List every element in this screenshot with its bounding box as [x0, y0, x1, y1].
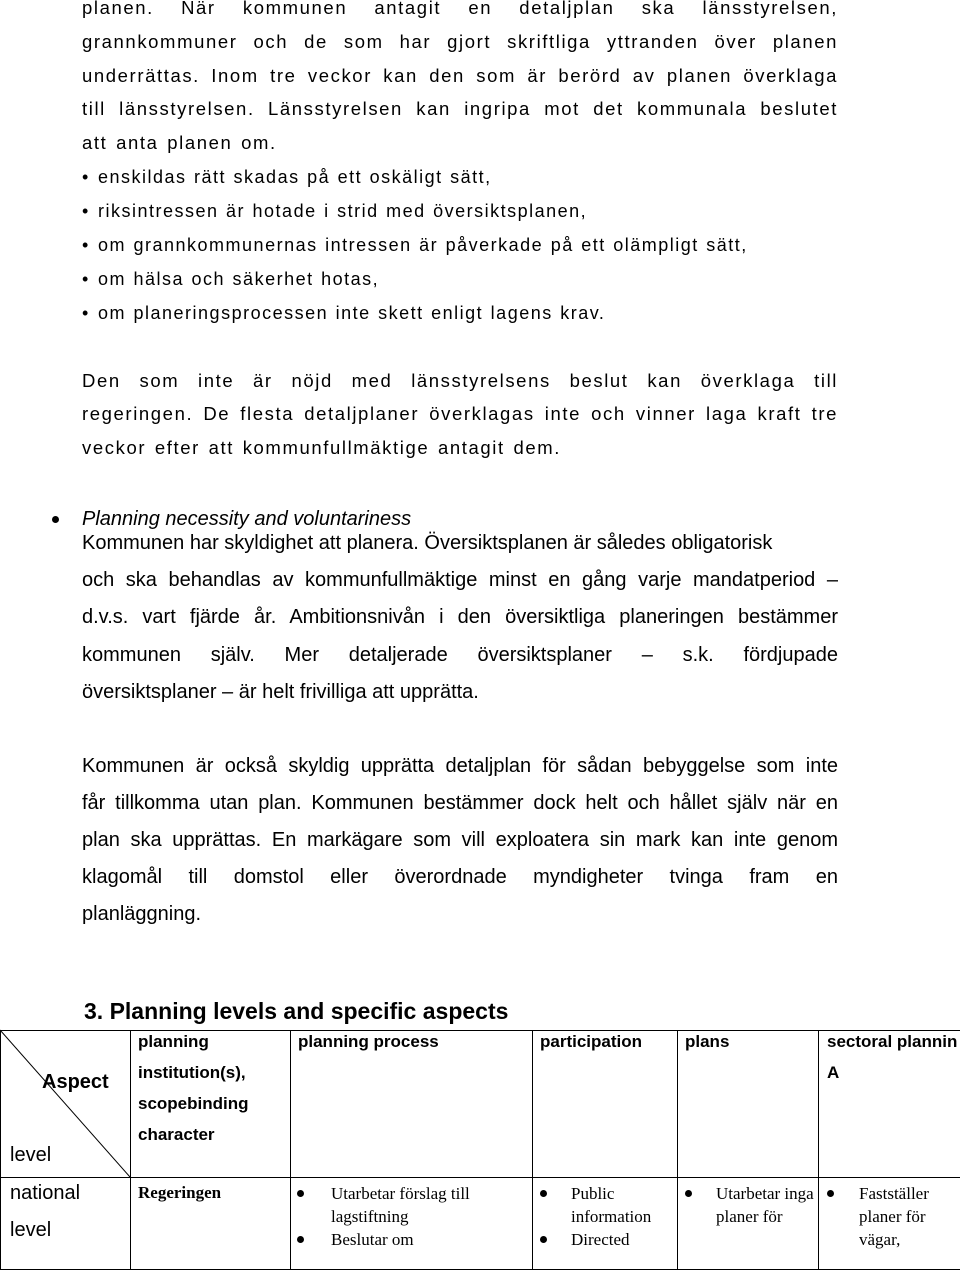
corner-aspect: Aspect: [42, 1071, 109, 1093]
bullet-icon: [297, 1190, 304, 1197]
col-header-planning-line4: character: [138, 1125, 215, 1144]
reason-item: • riksintressen är hotade i strid med översiktsplanen,: [82, 201, 588, 221]
reason-item: • om hälsa och säkerhet hotas,: [82, 269, 380, 289]
cell-sectoral-item: Fastställer planer för vägar,: [859, 1184, 929, 1249]
intro-line-1: planen. När kommunen antagit en detaljplan ska länsstyrelsen,: [82, 0, 838, 18]
cell-process-item: Beslutar om: [331, 1230, 414, 1249]
bullet-icon: [827, 1190, 834, 1197]
necessity-heading: Planning necessity and voluntariness: [82, 508, 412, 530]
cell-participation-item: Public information: [571, 1184, 652, 1226]
detail-line-1: Kommunen är också skyldig upprätta detaljplan för sådan bebyggelse som inte: [82, 755, 838, 777]
section-title: 3. Planning levels and specific aspects: [84, 998, 509, 1024]
detail-line-5: planläggning.: [82, 903, 201, 925]
necessity-line-2: och ska behandlas av kommunfullmäktige minst en gång varje mandatperiod –: [82, 569, 838, 591]
corner-level: level: [10, 1144, 52, 1166]
col-header-sectoral: sectoral plannin: [827, 1032, 958, 1051]
col-header-plans: plans: [685, 1032, 730, 1051]
cell-plans-item: Utarbetar inga planer för: [716, 1184, 814, 1226]
col-header-planning-line3: scopebinding: [138, 1094, 249, 1113]
bullet-icon: [297, 1236, 304, 1243]
detail-line-3: plan ska upprättas. En markägare som vill exploatera sin mark kan inte genom: [82, 829, 838, 851]
necessity-line-4: kommunen själv. Mer detaljerade översiktsplaner – s.k. fördjupade: [82, 644, 838, 666]
col-header-sectoral-line2: A: [827, 1063, 840, 1082]
necessity-line-5: översiktsplaner – är helt frivilliga att upprätta.: [82, 681, 479, 703]
detail-line-2: får tillkomma utan plan. Kommunen bestämmer dock helt och hållet själv när en: [82, 792, 838, 814]
intro-line-5: att anta planen om.: [82, 132, 277, 153]
cell-institution: Regeringen: [138, 1183, 222, 1202]
necessity-line-3: d.v.s. vart fjärde år. Ambitionsnivån i den översiktliga planeringen bestämmer: [82, 606, 838, 628]
appeal-line-2: regeringen. De flesta detaljplaner överklagas inte och vinner laga kraft tre: [82, 403, 838, 424]
appeal-line-3: veckor efter att kommunfullmäktige antagit dem.: [82, 437, 562, 458]
detail-line-4: klagomål till domstol eller överordnade myndigheter tvinga fram en: [82, 866, 838, 888]
appeal-line-1: Den som inte är nöjd med länsstyrelsens beslut kan överklaga till: [82, 370, 838, 391]
bullet-icon: [685, 1190, 692, 1197]
reason-item: • enskildas rätt skadas på ett oskäligt sätt,: [82, 167, 492, 187]
row-label-national: national: [10, 1182, 81, 1204]
col-header-participation: participation: [540, 1032, 643, 1051]
col-header-planning-line2: institution(s),: [138, 1063, 246, 1082]
bullet-icon: [540, 1190, 547, 1197]
intro-line-3: underrättas. Inom tre veckor kan den som är berörd av planen överklaga: [82, 65, 838, 86]
intro-line-2: grannkommuner och de som har gjort skriftliga yttranden över planen: [82, 31, 838, 52]
col-header-process: planning process: [298, 1032, 439, 1051]
reason-item: • om grannkommunernas intressen är påverkade på ett olämpligt sätt,: [82, 235, 748, 255]
bullet-icon: [540, 1236, 547, 1243]
necessity-line-1: Kommunen har skyldighet att planera. Översiktsplanen är således obligatorisk: [82, 532, 773, 554]
row-label-level: level: [10, 1219, 52, 1241]
cell-process-item: Utarbetar förslag till lagstiftning: [331, 1184, 470, 1226]
intro-line-4: till länsstyrelsen. Länsstyrelsen kan ingripa mot det kommunala beslutet: [82, 98, 838, 119]
col-header-planning: planning: [138, 1032, 209, 1051]
cell-participation-item: Directed: [571, 1230, 630, 1249]
reason-item: • om planeringsprocessen inte skett enligt lagens krav.: [82, 303, 606, 323]
